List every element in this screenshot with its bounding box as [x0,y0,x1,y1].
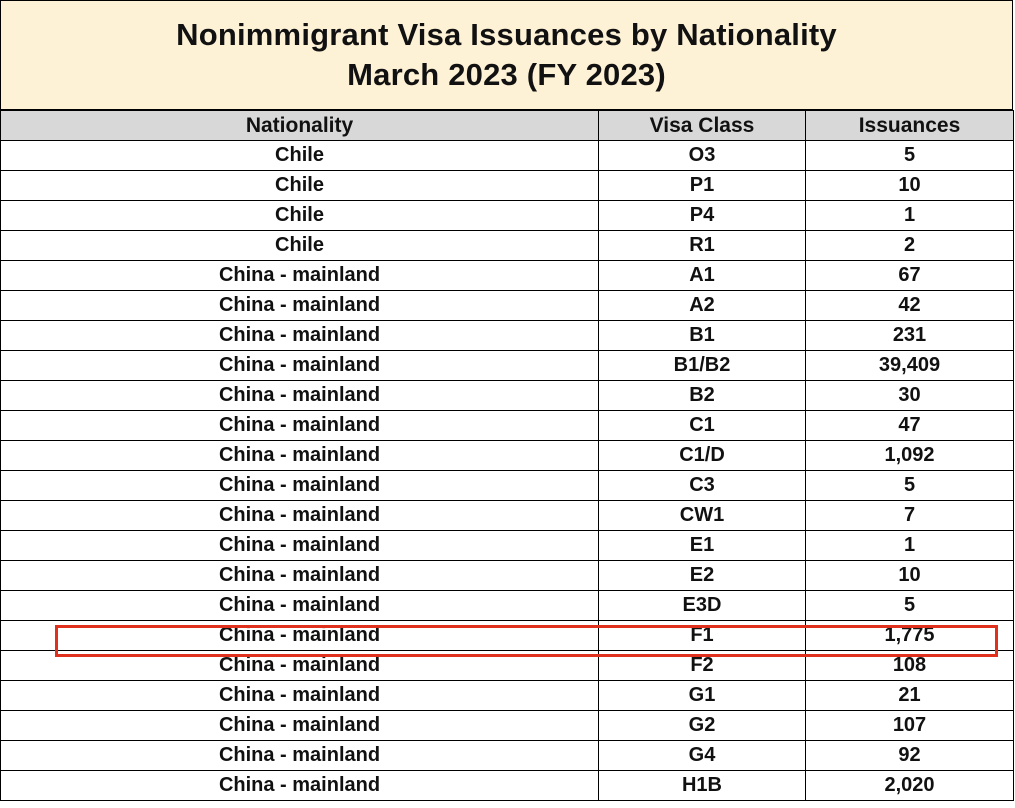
cell-nationality: China - mainland [1,501,599,531]
table-row [1,651,1014,681]
cell-nationality: China - mainland [1,531,599,561]
cell-issuances: 231 [806,321,1014,351]
table-row [1,411,1014,441]
title-line-2: March 2023 (FY 2023) [347,57,666,92]
table-row [1,501,1014,531]
table-row [1,711,1014,741]
cell-visa-class: O3 [599,141,806,171]
cell-visa-class: P4 [599,201,806,231]
table-row [1,531,1014,561]
header-issuances: Issuances [806,111,1014,141]
cell-visa-class: R1 [599,231,806,261]
table-row-highlighted [1,621,1014,651]
cell-visa-class: C3 [599,471,806,501]
cell-visa-class: E1 [599,531,806,561]
cell-visa-class: G1 [599,681,806,711]
cell-visa-class: B2 [599,381,806,411]
cell-issuances: 107 [806,711,1014,741]
cell-issuances: 21 [806,681,1014,711]
cell-visa-class: B1/B2 [599,351,806,381]
table-row [1,771,1014,801]
cell-issuances: 7 [806,501,1014,531]
cell-visa-class: G4 [599,741,806,771]
table-row [1,741,1014,771]
cell-nationality: China - mainland [1,771,599,801]
cell-issuances: 5 [806,471,1014,501]
cell-nationality: China - mainland [1,441,599,471]
cell-visa-class: F1 [599,621,806,651]
cell-visa-class: P1 [599,171,806,201]
table-row [1,231,1014,261]
cell-nationality: Chile [1,141,599,171]
table-row [1,681,1014,711]
cell-visa-class: E2 [599,561,806,591]
cell-issuances: 42 [806,291,1014,321]
cell-issuances: 1,092 [806,441,1014,471]
cell-issuances: 108 [806,651,1014,681]
table-row [1,141,1014,171]
cell-issuances: 5 [806,591,1014,621]
cell-visa-class: E3D [599,591,806,621]
cell-nationality: China - mainland [1,351,599,381]
table-row [1,321,1014,351]
cell-nationality: China - mainland [1,621,599,651]
cell-issuances: 1 [806,201,1014,231]
title-line-1: Nonimmigrant Visa Issuances by Nationality [176,17,837,52]
table-row [1,441,1014,471]
table-row [1,561,1014,591]
cell-nationality: China - mainland [1,291,599,321]
cell-visa-class: B1 [599,321,806,351]
table-row [1,591,1014,621]
cell-nationality: Chile [1,171,599,201]
table-row [1,201,1014,231]
cell-issuances: 10 [806,561,1014,591]
cell-nationality: China - mainland [1,561,599,591]
header-visa-class: Visa Class [599,111,806,141]
cell-nationality: China - mainland [1,381,599,411]
cell-visa-class: C1/D [599,441,806,471]
cell-nationality: China - mainland [1,261,599,291]
header-nationality: Nationality [1,111,599,141]
cell-visa-class: G2 [599,711,806,741]
cell-nationality: China - mainland [1,411,599,441]
cell-nationality: Chile [1,201,599,231]
cell-visa-class: H1B [599,771,806,801]
cell-issuances: 5 [806,141,1014,171]
issuance-table [0,110,1014,801]
table-header-row [1,111,1014,141]
cell-issuances: 92 [806,741,1014,771]
table-row [1,351,1014,381]
cell-visa-class: A2 [599,291,806,321]
title-block [0,0,1013,110]
table-row [1,291,1014,321]
cell-nationality: Chile [1,231,599,261]
cell-nationality: China - mainland [1,711,599,741]
cell-nationality: China - mainland [1,471,599,501]
table-row [1,261,1014,291]
cell-issuances: 1,775 [806,621,1014,651]
cell-issuances: 47 [806,411,1014,441]
cell-issuances: 30 [806,381,1014,411]
cell-issuances: 39,409 [806,351,1014,381]
cell-issuances: 10 [806,171,1014,201]
cell-nationality: China - mainland [1,741,599,771]
table-row [1,171,1014,201]
cell-visa-class: F2 [599,651,806,681]
cell-nationality: China - mainland [1,651,599,681]
cell-issuances: 1 [806,531,1014,561]
cell-nationality: China - mainland [1,591,599,621]
cell-issuances: 2 [806,231,1014,261]
table-row [1,471,1014,501]
cell-issuances: 67 [806,261,1014,291]
cell-nationality: China - mainland [1,681,599,711]
cell-nationality: China - mainland [1,321,599,351]
cell-issuances: 2,020 [806,771,1014,801]
table-row [1,381,1014,411]
cell-visa-class: C1 [599,411,806,441]
cell-visa-class: A1 [599,261,806,291]
cell-visa-class: CW1 [599,501,806,531]
